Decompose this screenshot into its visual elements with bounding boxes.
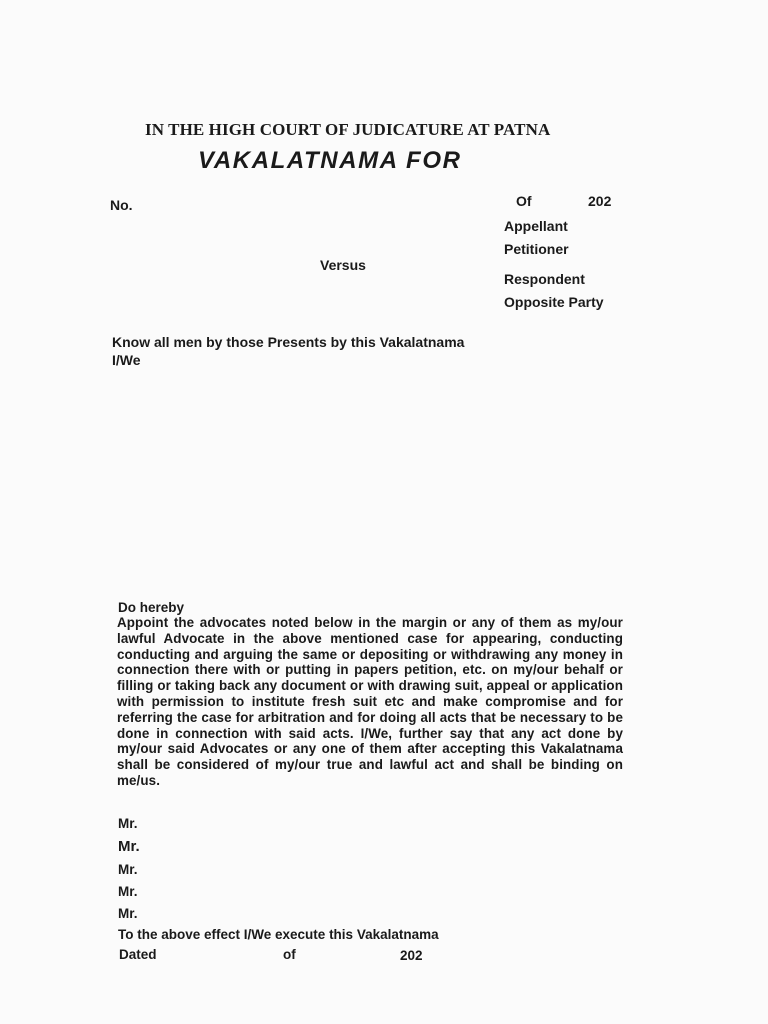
advocate-line-5: Mr.: [118, 906, 138, 921]
appointment-heading: Do hereby: [118, 600, 185, 615]
dated-label: Dated: [119, 947, 157, 962]
dated-of-label: of: [283, 947, 296, 962]
court-name: IN THE HIGH COURT OF JUDICATURE AT PATNA: [145, 120, 551, 139]
party-type-opposite-party: Opposite Party: [504, 294, 604, 310]
advocate-line-3: Mr.: [118, 862, 138, 877]
execution-statement: To the above effect I/We execute this Vakalatnama: [118, 927, 439, 942]
party-type-appellant: Appellant: [504, 218, 568, 234]
intro-iwe: I/We: [112, 352, 141, 368]
advocate-line-4: Mr.: [118, 884, 138, 899]
case-number-label: No.: [110, 197, 133, 213]
advocate-line-1: Mr.: [118, 816, 138, 831]
dated-year: 202: [400, 948, 423, 963]
versus-label: Versus: [320, 257, 366, 273]
appointment-paragraph: Appoint the advocates noted below in the margin or any of them as my/our lawful Advocate in the above mentioned case for appearing, conducting conducting and arguing the same or depositing or withdrawing any money in connection there with or putting in papers petition, etc. on my/our behalf or filling or taking back any document or with drawing suit, appeal or application with permission to institute fresh suit etc and make compromise and for referring the case for arbitration and for doing all acts that be necessary to be done in connection with said acts. I/We, further say that any act done by my/our said Advocates or any one of them after accepting this Vakalatnama shall be considered of my/our true and lawful act and shall be binding on me/us.: [117, 615, 623, 788]
party-type-respondent: Respondent: [504, 271, 585, 287]
case-of-label: Of: [516, 193, 532, 209]
intro-line: Know all men by those Presents by this Vakalatnama: [112, 334, 465, 350]
party-type-petitioner: Petitioner: [504, 241, 569, 257]
advocate-line-2: Mr.: [118, 838, 140, 855]
case-year: 202: [588, 193, 612, 209]
document-title: VAKALATNAMA FOR: [198, 147, 462, 174]
